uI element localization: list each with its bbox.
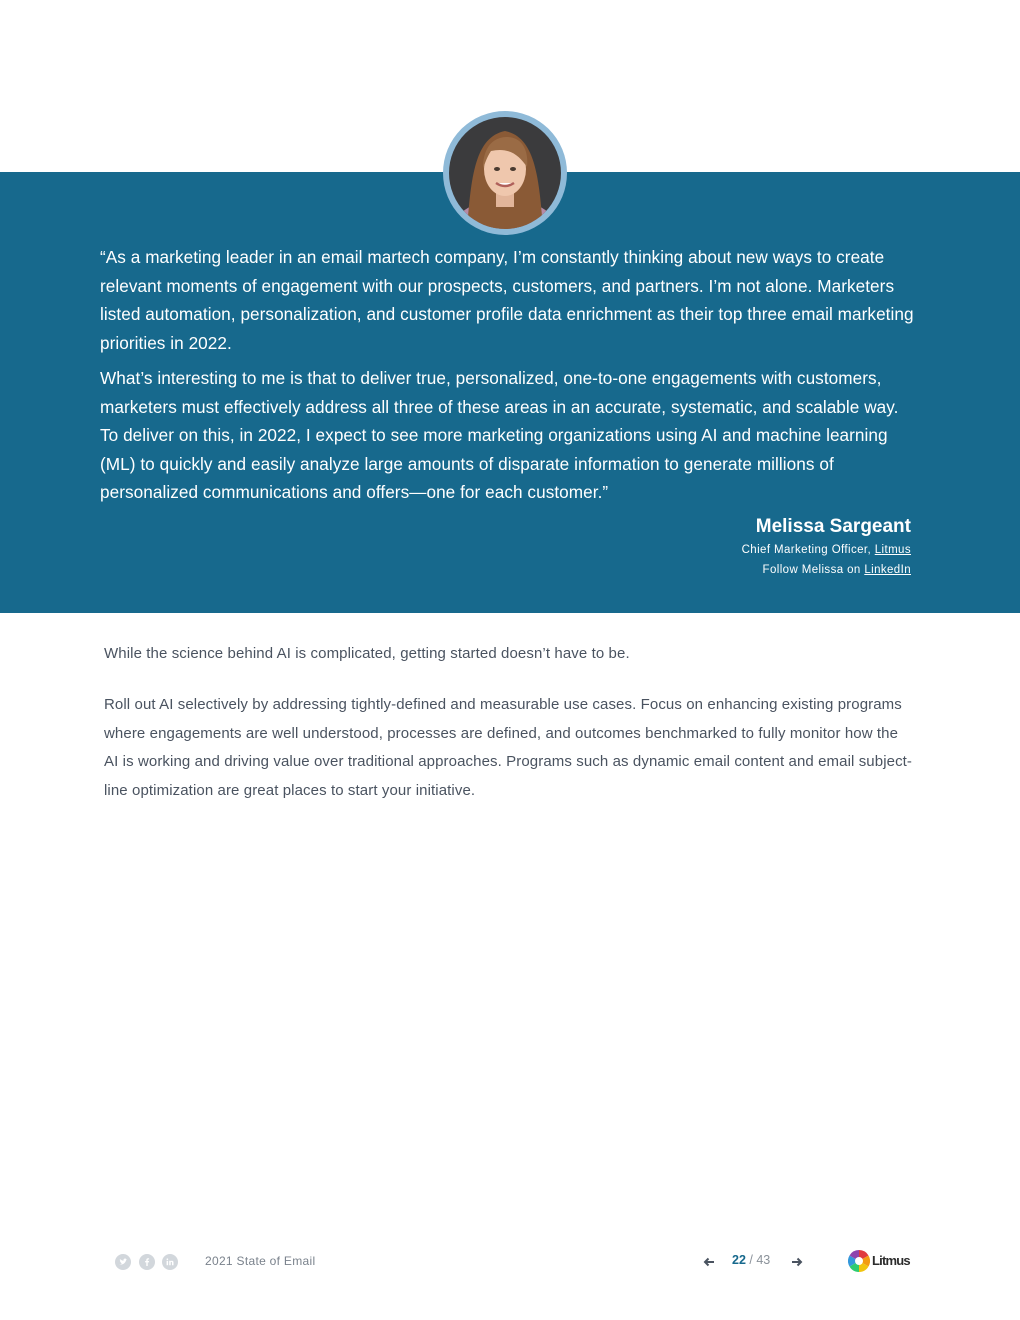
quote-block [100,243,920,507]
portrait-image [449,117,561,229]
litmus-logo-text: Litmus [872,1253,910,1268]
linkedin-icon[interactable] [162,1254,178,1270]
litmus-logo-icon [848,1250,870,1272]
twitter-icon[interactable] [115,1254,131,1270]
page-footer [0,1246,1020,1278]
follow-text: Follow Melissa on [762,564,865,576]
quote-paragraph-1: “As a marketing leader in an email martech company, I’m constantly thinking about new ways to create relevant moments of engagement with our prospects, customers, and partners. I’m not alone. Marketers listed automation, personalization, and customer profile data enrichment as their top three email marketing priorities in 2022. [100,247,914,353]
quote-attribution [742,514,911,580]
body-paragraph-2-text: Roll out AI selectively by addressing tightly-defined and measurable use cases. Focus on enhancing existing programs where engagements are well understood, processes are defined, and outcomes benchmarked to fully monitor how the AI is working and driving value over traditional approaches. Programs such as dynamic email content and email subject-line optimization are great places to start your initiative. [104,696,913,799]
facebook-icon[interactable] [139,1254,155,1270]
current-page: 22 [732,1253,746,1267]
previous-page-arrow-icon[interactable] [701,1254,717,1270]
body-paragraph-1 [104,640,914,669]
follow-line [742,560,911,580]
page-separator: / [745,1253,757,1267]
total-pages: 43 [756,1253,771,1267]
body-paragraph-1-text: While the science behind AI is complicated, getting started doesn’t have to be. [104,645,630,662]
avatar [443,111,567,235]
next-page-arrow-icon[interactable] [789,1254,805,1270]
body-paragraph-2 [104,691,914,805]
page-indicator [732,1253,770,1267]
company-link[interactable]: Litmus [874,544,911,556]
quote-paragraph-2: What’s interesting to me is that to deliver true, personalized, one-to-one engagements with customers, marketers must effectively address all three of these areas in an accurate, systematic, and scalable way. To deliver on this, in 2022, I expect to see more marketing organizations using AI and machine learning (ML) to quickly and easily analyze large amounts of disparate information to generate millions of personalized communications and offers—one for each customer.” [100,368,899,502]
author-title-text: Chief Marketing Officer, [741,544,875,556]
document-title: 2021 State of Email [205,1254,316,1268]
author-name: Melissa Sargeant [755,516,911,537]
linkedin-link[interactable]: LinkedIn [864,564,911,576]
author-title [742,540,911,560]
